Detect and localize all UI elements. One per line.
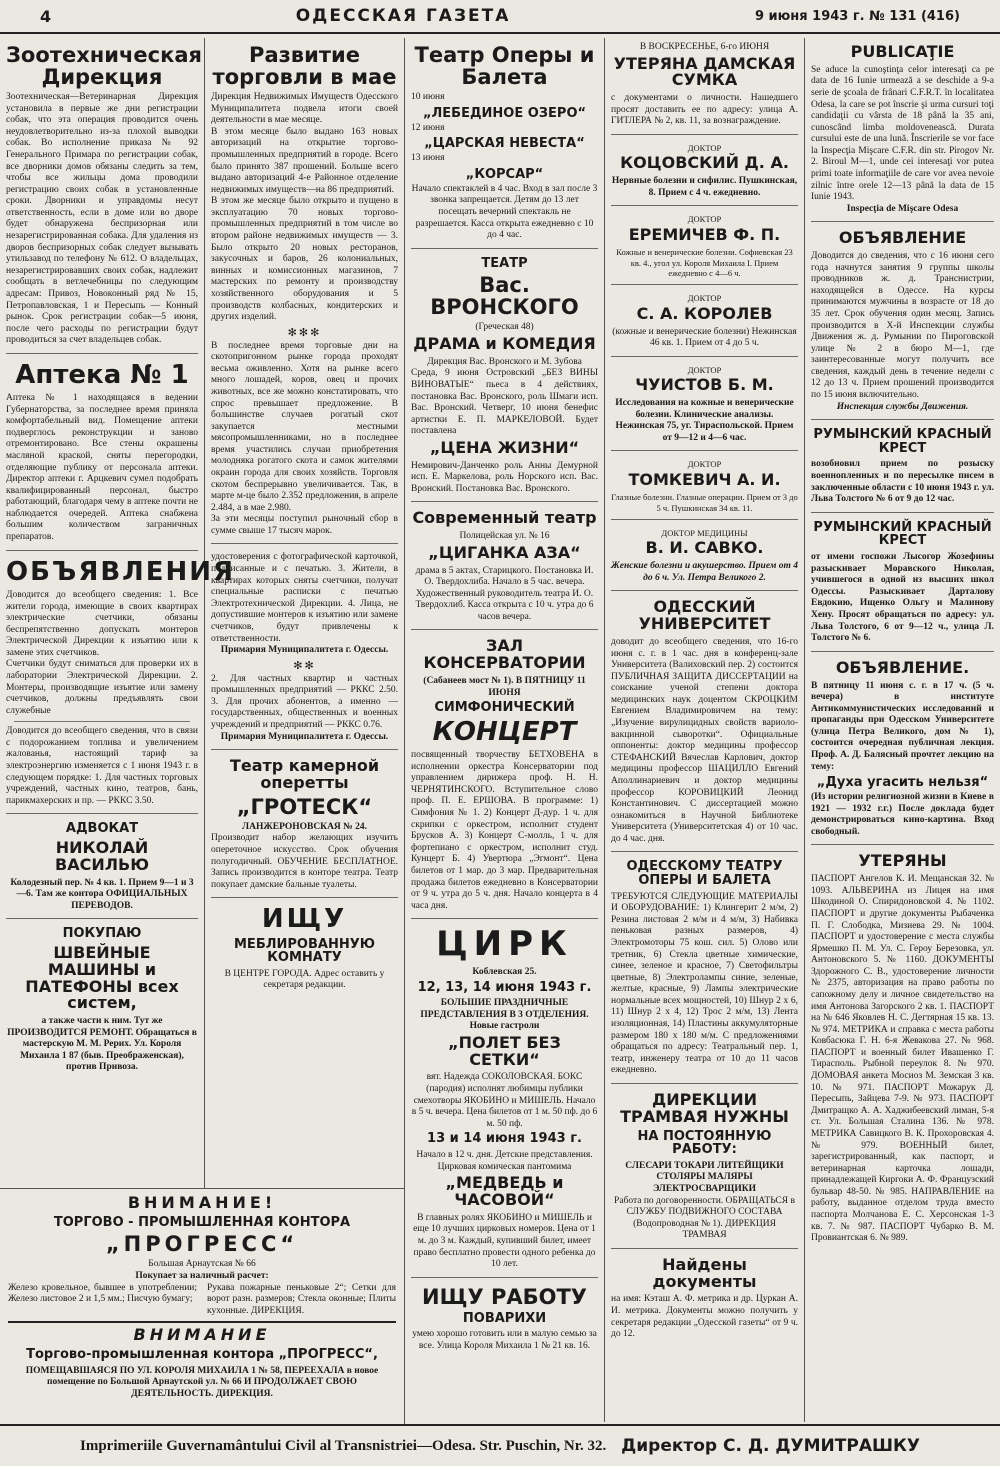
grotesk-title: „ГРОТЕСК“ xyxy=(236,794,373,819)
shveinye-ad xyxy=(6,927,198,1080)
kocovsky-name: КОЦОВСКИЙ Д. А. xyxy=(620,153,789,173)
univ-ad xyxy=(611,599,798,852)
opera-need-title: ОДЕССКОМУ ТЕАТРУ ОПЕРЫ И БАЛЕТА xyxy=(626,859,783,889)
rkk2-text: от имени госпожи Лысогор Жозефины разыскивает Моравского Николая, учившегося в одной из высших школ Одессы. Разыскивает Дарталову Евдокию, Ищенко Ольгу и Малинову Хену. Просят обращаться по адресу: ул. Льва Толстого, 6 от 9—12 ч., улица Л. Толстого № 6. xyxy=(811,552,994,644)
ob2-text-2: (Из истории религиозной жизни в Киеве в 1921 — 1932 г.г.) После доклада будет демонстрироваться кино-картина. Вход свободный. xyxy=(811,792,994,837)
shveinye-text: а также части к ним. Тут же ПРОИЗВОДИТСЯ РЕМОНТ. Обращаться в мастерскую М. М. Рерих. Ул. Короля Михаила 1 87 (быв. Преображенская), против Привоза. xyxy=(7,1016,197,1073)
vronsky-ad xyxy=(411,257,598,503)
obyav-title: ОБЪЯВЛЕНИЯ xyxy=(6,556,236,587)
zoo-text: Зоотехническая—Ветеринарная Дирекция установила в первые же дни регистрации собак, что эта операция проводится очень неудовлетворительно из-за плохой выводки собак. Во исполнение приказа № 92 Генерального Примара по регистрации собак, все дворники домов обязаны следить за тем, чтобы все жильцы дома проводили регистрацию своих собак в установленные сроки. Дворники и управдомы несут ответственность, если в доме или во дворе будет обнаружена беспризорная или незарегистрированная собака. Для удаления из дворов беспризорных собак следует вызывать утильзавод по телефону № 612. О владельцах, незарегистрировавших своих собак, надлежит сообщать в ветлечебницы по следующим адресам: Привоз, Новоконный ряд № 15, Петропавловская, 1 и Пересыпь — Конный рынок. Срок регистрации собак—5 июня, после чего расходы по регистрации будут проводиться за счет владельцев собак. xyxy=(6,92,198,346)
progress2-title: Торгово-промышленная контора „ПРОГРЕСС“, xyxy=(26,1347,378,1363)
uteryany-section xyxy=(811,853,994,1250)
pokupayu-label: ПОКУПАЮ xyxy=(62,926,142,942)
rkk1-ad xyxy=(811,428,994,513)
chuistov-text: Исследования на кожные и венерические болезни. Клинические анализы. Нежинская 75, уг. Тираспольской. Прием от 9—12 и 4—6 час. xyxy=(615,397,794,443)
opera-play-10: „ЛЕБЕДИНОЕ ОЗЕРО“ xyxy=(422,105,587,121)
primaria-sign: Примария Муниципалитета г. Одессы. xyxy=(220,645,389,656)
sumka-head: В ВОСКРЕСЕНЬЕ, 6-го ИЮНЯ xyxy=(639,42,770,52)
ob1-ad xyxy=(811,230,994,420)
obyav-text-a: Доводится до всеобщего сведения: 1. Все жители города, имеющие в своих квартирах электрические счетчики, обязаны беспрепятственно допускать монтеров Электрической Дирекции к изъятию или к замене этих счетчиков. xyxy=(6,589,198,658)
cirk-play: „ПОЛЕТ БЕЗ СЕТКИ“ xyxy=(448,1032,561,1069)
torg-text-a: Дирекция Недвижимых Имуществ Одесского Муниципалитета подвела итоги своей деятельности в мае месяце. xyxy=(211,92,398,126)
naid-ad xyxy=(611,1254,798,1347)
tram-ad xyxy=(611,1089,798,1249)
torg-text-e: За эти месяцы поступил рыночный сбор в сумме свыше 17 тысяч марок. xyxy=(211,514,398,536)
cirk-play-2: „МЕДВЕДЬ и ЧАСОВОЙ“ xyxy=(445,1173,564,1209)
sovr-addr: Полицейская ул. № 16 xyxy=(459,531,550,542)
povarikhi-title: ПОВАРИХИ xyxy=(462,1310,547,1326)
stars-divider: ✻✻ xyxy=(293,658,316,672)
advokat-ad xyxy=(6,822,198,919)
progress-pokupaet: Покупает за наличный расчет: xyxy=(135,1271,269,1282)
rkk2-title: РУМЫНСКИЙ КРАСНЫЙ КРЕСТ xyxy=(813,519,992,549)
sumka-title: УТЕРЯНА ДАМСКАЯ СУМКА xyxy=(613,53,796,90)
sovr-title: Современный театр xyxy=(412,508,597,528)
opera-play-13: „КОРСАР“ xyxy=(465,166,544,182)
grotesk-ad xyxy=(211,758,398,898)
obyav-cont-text: удостоверения с фотографической карточкой, подписанные и с печатью. 3. Жители, в квартирах которых сняты счетчики, получат специальные расписки с печатью Электротехнической Дирекции. 4. Лица, не допустившие монтеров к изъятию или замене счетчиков, будут привлечены к ответственности. xyxy=(211,552,398,644)
chuistov-name: ЧУИСТОВ Б. М. xyxy=(635,375,774,395)
cirk-dates: 12, 13, 14 июня 1943 г. xyxy=(417,979,592,995)
doctor-label: ДОКТОР xyxy=(687,214,722,225)
vron-addr: (Греческая 48) xyxy=(475,322,534,333)
zoo-title: Зоотехническая Дирекция xyxy=(6,43,202,90)
ob2-title: ОБЪЯВЛЕНИЕ. xyxy=(835,657,970,677)
progress2-vnimanie: ВНИМАНИЕ xyxy=(133,1325,271,1345)
tomkevich-text: Глазные болезни. Глазные операции. Прием от 3 до 5 ч. Пушкинская 34 кв. 11. xyxy=(611,492,798,513)
komnata-title: МЕБЛИРОВАННУЮ КОМНАТУ xyxy=(234,936,375,966)
korolev-name: С. А. КОРОЛЕВ xyxy=(636,303,773,323)
apteka-title: Аптека № 1 xyxy=(15,359,189,390)
cirk-text: БОЛЬШИЕ ПРАЗДНИЧНЫЕ ПРЕДСТАВЛЕНИЯ В 3 ОТДЕЛЕНИЯ. Новые гастроли xyxy=(420,998,589,1032)
progress-items-left: Железо кровельное, бывшее в употреблении; Железо листовое 2 и 1,5 мм.; Писчую бумагу; xyxy=(8,1282,197,1305)
doctor-label: ДОКТОР xyxy=(687,459,722,470)
sovr-play: „ЦИГАНКА АЗА“ xyxy=(428,542,581,562)
issue-date: 9 июня 1943 г. № 131 (416) xyxy=(754,8,960,24)
univ-text: доводит до всеобщего сведения, что 16-го июня с. г. в 1 час. дня в конференц-зале Университета (Валиховский пер. 2) состоится ПУБЛИЧНАЯ ЗАЩИТА ДИССЕРТАЦИИ на соискание ученой степени доктора медицинских наук доцентом СКРОЦКИМ Евгением Владимировичем на тему: „Изучение вирулицидных свойств вариоло-вакцинной сыворотки“. Официальные оппоненты: доктор медицины профессор СТЕФАНСКИЙ Вячеслав Карлович, доктор медицины профессор ШАЦИЛЛО Евгений Аполлинариевич и доктор медицины профессор КОРОВИЦКИЙ Леонид Константинович. С диссертацией можно ознакомиться в Научной Библиотеке Университета (Университетская 4) от 10 час. до 4 час. дня. xyxy=(611,637,798,844)
obyav-text-c: Доводится до всеобщего сведения, что в связи с подорожанием топлива и увеличением жалованья, настоящий тариф за электроэнергию изменяется с 1 июня 1943 г. в следующем порядке: 1. Для частных торговых учреждений, частных кино, театров, бань, парикмахерских и пр. — РККС 3.50. xyxy=(6,726,198,806)
cirk-dates-2: 13 и 14 июня 1943 г. xyxy=(427,1131,582,1147)
column-4 xyxy=(605,38,805,1422)
koncert-title: КОНЦЕРТ xyxy=(432,716,577,747)
univ-title: ОДЕССКИЙ УНИВЕРСИТЕТ xyxy=(638,597,771,634)
ishchu-rab-title: ИЩУ РАБОТУ xyxy=(422,1284,587,1309)
vron-title: Вас. ВРОНСКОГО xyxy=(430,273,579,320)
opera-need-text: ТРЕБУЮТСЯ СЛЕДУЮЩИЕ МАТЕРИАЛЫ И ОБОРУДОВАНИЕ: 1) Клингерит 2 м/м, 2) Резина листовая 2 м/м и 4 м/м, 3) Набивка пеньковая разных размеров, 4) Электромоторы 75 кош. сил. 5) Олово или третник, 6) Стекла цветные химические, синее, зеленое и красное, 7) Светофильтры цветные, 8) Электролампы синие, зеленые, желтые, красные, 9) Лампы электрические нормальные всех мощностей, 10) Шнур 2 х 6, 11) Шнур 2 х 4, 12) Трос 2 м/м, 13) Лента изоляционная, 14) Пластины аккумуляторные размером 180 х 180 м/м. С предложениями обращаться по адресу: Театральный пер. 1, театр, инженеру театра от 10 до 11 часов ежедневно. xyxy=(611,891,798,1076)
opera-date-13: 13 июня xyxy=(411,153,445,164)
savko-text: Женские болезни и акушерство. Прием от 4 до 6 ч. Ул. Петра Великого 2. xyxy=(611,561,798,583)
opera-date-10: 10 июня xyxy=(411,92,445,103)
pub-title: PUBLICAŢIE xyxy=(850,42,955,61)
torg-title: Развитие торговли в мае xyxy=(212,43,397,90)
cirk-text-3: Начало в 12 ч. дня. Детские представления. Цирковая комическая пантомима xyxy=(416,1150,593,1172)
tram-title: ДИРЕКЦИИ ТРАМВАЯ НУЖНЫ xyxy=(620,1089,789,1126)
tomkevich-ad xyxy=(611,459,798,520)
cirk-title: ЦИРК xyxy=(436,924,573,965)
doctor-label: ДОКТОР xyxy=(687,293,722,304)
vron-dir: Дирекция Вас. Вронского и М. Зубова xyxy=(427,356,582,367)
progress-kontora: ТОРГОВО - ПРОМЫШЛЕННАЯ КОНТОРА xyxy=(53,1214,351,1230)
chuistov-ad xyxy=(611,365,798,451)
cirk-text-2: вят. Надежда СОКОЛОВСКАЯ. БОКС (пародия) исполнят любимцы публики смехотворы ЯКОБИНО и МИШЕЛЬ. Начало в 5 ч. вечера. Цена билетов от 1 м. 50 пф. до 6 м. 50 пф. xyxy=(411,1072,598,1129)
cirk-text-4: В главных ролях ЯКОБИНО и МИШЕЛЬ и еще 10 лучших цирковых номеров. Цена от 1 м. до 3 м. Каждый, купивший билет, имеет право бесплатно провести одного ребенка до 10 лет. xyxy=(413,1212,596,1270)
rkk1-text: возобновил прием по розыску военнопленных и по пересылке писем в заключенные области с 10 июня 1943 г. ул. Льва Толстого № 6 от 9 до 12 час. xyxy=(811,459,994,505)
naid-text: на имя: Кэташ А. Ф. метрика и др. Цуркан А. И. метрика. Документы можно получить у секретаря редакции „Одесской газеты“ от 9 ч. до 12. xyxy=(611,1294,798,1340)
naid-title: Найдены документы xyxy=(652,1254,757,1291)
pub-text: Se aduce la cunoştinţa celor interesaţi ca pe data de 16 Iunie urmează a se deschide a 9-a serie de şcoala de frânari C.F.R.T. în localitatea Odesa, la care se pot înscrie şi urma cursuri toţi candidaţii cu vârsta de 18 până la 35 ani, cunoscând limba moldovenească. Durata cursului este de una lună. Înscrierile se vor face la Inspecţia Mişcare C.F.R. din str. Pirogov Nr. 2. Biroul M—1, unde cei interesaţi vor putea primi toate informaţiile de care vor avea nevoie zilnic între orele 12—13 până la data de 15 Iunie 1943. xyxy=(811,64,994,203)
footer xyxy=(0,1424,1000,1466)
column-5 xyxy=(805,38,1000,1422)
sovr-text: драма в 5 актах, Старицкого. Постановка И. О. Твердохлиба. Начало в 5 час. вечера. Художественный руководитель театра И. О. Твердохлиб. Касса открыта с 10 ч. утра до 6 часов вечера. xyxy=(415,565,594,622)
apteka-article xyxy=(6,359,198,551)
opera-text: Начало спектаклей в 4 час. Вход в зал после 3 звонка запрещается. Детям до 13 лет посещать вечерний спектакль не разрешается. Касса открыта ежедневно с 10 до 4 час. xyxy=(411,183,598,241)
vron-text: Среда, 9 июня Островский „БЕЗ ВИНЫ ВИНОВАТЫЕ“ пьеса в 4 действиях, постановка Вас. Вронского, роль Шмаги исп. Вас. Вронский. Четверг, 10 июня бенефис артистки Е. П. МАРКЕЛОВОЙ. Будет поставлена xyxy=(411,368,598,437)
opera-need-ad xyxy=(611,860,798,1084)
komnata-ad xyxy=(211,906,398,998)
opera-ad xyxy=(411,44,598,249)
cirk-ad xyxy=(411,924,598,1277)
zal-text: посвященный творчеству БЕТХОВЕНА в исполнении оркестра Консерватории под управлением дирижера проф. Н. Н. ЧЕРНЯТИНСКОГО. Вступительное слово проф. П. Е. ЕРШОВА. В программе: 1) Симфония № 1. 2) Концерт Д-дур. 1 ч. для скрипки с оркестром, исполнит студент Брусков А. 3) Концерт С-молль, 1 ч. для фортепиано с оркестром, исполнит студ. Кунцерт Б. 4) Увертюра „Эгмонт“. Цена билетов от 1 мар. до 3 мар. Предварительная продажа билетов ежедневно в Консерватории от 9 ч. утра до 5 ч. дня. Начало концерта в 4 часа дня. xyxy=(411,750,598,911)
ob1-text: Доводится до сведения, что с 16 июня сего года начнутся занятия 9 группы школы проводников ж. д. Транснистрии, находящейся в Одессе. На курсы принимаются мужчины в возрасте от 18 до 35 лет. Срок обучения один месяц. Запись производится в Х-й Инспекции службы Движения ж. д. Румынии по Пироговской улице № 2 в бюро М—1, где заинтересованные могут получить все сведения, каждый день в течение недели с 12 до 13 ч. Прием прошений производится по 15 июня включительно. xyxy=(811,251,994,401)
zal-simf: СИМФОНИЧЕСКИЙ xyxy=(434,700,575,716)
obyav-continued xyxy=(211,552,398,750)
tram-sub: НА ПОСТОЯННУЮ РАБОТУ: xyxy=(637,1128,772,1158)
eremichev-name: ЕРЕМИЧЕВ Ф. П. xyxy=(628,224,781,244)
advokat-name: НИКОЛАЙ ВАСИЛЬЮ xyxy=(55,837,149,874)
eremichev-ad xyxy=(611,214,798,285)
vron-play: „ЦЕНА ЖИЗНИ“ xyxy=(429,437,580,457)
page-number: 4 xyxy=(40,6,52,26)
korolev-text: (кожные и венерические болезни) Нежинская 46 кв. 1. Прием от 4 до 5 ч. xyxy=(612,326,797,349)
progress-ads xyxy=(0,1188,405,1424)
opera-play-12: „ЦАРСКАЯ НЕВЕСТА“ xyxy=(424,136,585,152)
imprint: Imprimeriile Guvernamântului Civil al Transnistriei—Odesa. Str. Puschin, Nr. 32. xyxy=(80,1437,607,1454)
obyav-cont-text-2: 2. Для частных квартир и частных промышленных предприятий — РККС 2.50. 3. Для прочих абонентов, а именно — государственных, общественных и военных учреждений и предприятий — РККС 0.76. xyxy=(211,673,398,730)
divider xyxy=(14,721,190,722)
ishchu-rabotu-ad xyxy=(411,1286,598,1359)
progress-vnimanie: ВНИМАНИЕ! xyxy=(127,1193,277,1212)
torg-text-b: В этом месяце было выдано 163 новых авторизаций на открытие торгово-промышленных предприятий в городе. Всего было принято 387 прошений. Больше всего выдано авторизаций 4-е Районное отделение недвижимых имуществ—на 86 предприятий. xyxy=(211,126,398,195)
savko-label: ДОКТОР МЕДИЦИНЫ xyxy=(661,528,748,539)
teatr-kam-title: Театр камерной оперетты xyxy=(229,756,380,792)
obyav-article xyxy=(6,556,236,815)
opera-title: Театр Оперы и Балета xyxy=(414,43,595,90)
torg-article xyxy=(211,44,398,544)
stars-divider: ✻✻✻ xyxy=(287,325,322,339)
vron-drama: ДРАМА и КОМЕДИЯ xyxy=(413,334,596,354)
advokat-label: АДВОКАТ xyxy=(65,821,139,837)
tram-text: Работа по договоренности. ОБРАЩАТЬСЯ в СЛУЖБУ ПОДВИЖНОГО СОСТАВА (Водопроводная № 1). ДИРЕКЦИЯ ТРАМВАЯ xyxy=(614,1195,795,1241)
grotesk-text: Производит набор желающих изучить опереточное искусство. Срок обучения полугодичный. ОБУЧЕНИЕ БЕСПЛАТНОЕ. Запись производится в конторе театра. Театр покупает дамские бальные туалеты. xyxy=(211,833,398,890)
divider xyxy=(8,1321,396,1323)
ob1-title: ОБЪЯВЛЕНИЕ xyxy=(838,228,967,248)
tram-list: СЛЕСАРИ ТОКАРИ ЛИТЕЙЩИКИ СТОЛЯРЫ МАЛЯРЫ ЭЛЕКТРОСВАРЩИКИ xyxy=(625,1160,784,1194)
komnata-text: В ЦЕНТРЕ ГОРОДА. Адрес оставить у секретаря редакции. xyxy=(224,968,385,991)
sumka-ad xyxy=(611,42,798,135)
vron-text-2: Немирович-Данченко роль Анны Демурной исп. Е. Маркелова, роль Норского исп. Вас. Вронский. Постановка Вас. Вронского. xyxy=(411,460,598,494)
savko-name: В. И. САВКО. xyxy=(645,538,764,558)
masthead xyxy=(0,0,1000,34)
progress-title: „ПРОГРЕСС“ xyxy=(105,1232,299,1257)
sovr-ad xyxy=(411,510,598,630)
eremichev-text: Кожные и венерические болезни. Софиевская 23 кв. 4., угол ул. Короля Михаила I. Прием ежедневно с 4—6 ч. xyxy=(616,247,793,279)
progress-items-right: Рукава пожарные пеньковые 2“; Сетки для ворот разн. размеров; Стекла оконные; Плиты кухонные. ДИРЕКЦИЯ. xyxy=(207,1282,396,1316)
korolev-ad xyxy=(611,293,798,356)
cirk-addr: Коблевская 25. xyxy=(472,966,537,977)
obyav-text-b: Счетчики будут сниматься для проверки их в лаборатории Электрической Дирекции. 2. Монтеры, производящие изъятие или замену счетчиков, должны предъявлять свои служебные xyxy=(6,659,198,716)
kocovsky-text: Нервные болезни и сифилис. Пушкинская, 8. Прием с 4 ч. ежедневно. xyxy=(611,176,798,198)
sumka-text: с документами о личности. Нашедшего просят доставить ее по адресу: улица А. ГИТЛЕРА № 2, кв. 11, за вознаграждение. xyxy=(611,93,798,127)
shveinye-title: ШВЕЙНЫЕ МАШИНЫ и ПАТЕФОНЫ всех систем, xyxy=(25,942,179,1013)
apteka-text: Аптека № 1 находящаяся в ведении Губернаторства, за последнее время приняла комфортабельный вид. Помещение аптеки подверглось реконструкции и заново отремонтировано. Все стены окрашены масляной краской, сняты перегородки, отделяющие публику от персонала аптеки. Директор аптеки г. Арцкевич сумел подобрать квалифицированный персонал, быстро работающий, благодаря чему в аптеке почти не наблюдается очередей. Аптека снабжена большим количеством заграничных препаратов. xyxy=(6,393,198,543)
rkk1-title: РУМЫНСКИЙ КРАСНЫЙ КРЕСТ xyxy=(813,427,992,456)
rkk2-ad xyxy=(811,521,994,652)
torg-text-d: В последнее время торговые дни на скотопригонном рынке города проходят весьма оживленно. Хотя на рынке всего много лошадей, коров, овец и прочих животных, все же можно констатировать, что спрос превышает предложение. В большинстве случаев рогатый скот закупается местными мясопромышленниками, но в последнее время участились случаи приобретения молодняка рогатого скота и самок жителями окраин города для своих хозяйств. Торговля скотом беспрерывно увеличивается. Так, в марте м-це было 2.352 предложения, в апреле 2.484, а в мае 2.980. xyxy=(211,340,398,513)
publicatie-ad xyxy=(811,44,994,222)
ob2-ad xyxy=(811,657,994,846)
savko-ad xyxy=(611,528,798,591)
grotesk-addr: ЛАНЖЕРОНОВСКАЯ № 24. xyxy=(242,821,367,832)
progress-addr: Большая Арнаутская № 66 xyxy=(148,1259,256,1270)
zoo-article xyxy=(6,43,202,354)
zal-ad xyxy=(411,638,598,919)
advokat-text: Колодезный пер. № 4 кв. 1. Прием 9—1 и 3—6. Там же контора ОФИЦИАЛЬНЫХ ПЕРЕВОДОВ. xyxy=(10,877,194,911)
ob2-theme: „Духа угасить нельзя“ xyxy=(816,775,989,791)
column-3 xyxy=(405,38,605,1422)
torg-text-c: В этом же месяце было открыто и пущено в эксплуатацию 70 новых торгово-промышленных предприятий в том числе во втором районе недвижимых имуществ — 3. Было открыто 20 новых ресторанов, закусочных и баров, 26 колониальных, винных и комиссионных магазинов, 7 мастерских по ремонту и производству хозяйственного оборудования и 5 производств колбасных, кондитерских и других изделий. xyxy=(211,196,398,323)
pub-sign: Inspecţia de Mişcare Odesa xyxy=(846,203,959,214)
zal-title: ЗАЛ КОНСЕРВАТОРИИ xyxy=(423,636,586,673)
director: Директор С. Д. ДУМИТРАШКУ xyxy=(621,1436,920,1456)
primaria-sign-2: Примария Муниципалитета г. Одессы. xyxy=(220,731,389,742)
doctor-label: ДОКТОР xyxy=(687,364,722,375)
progress2-text: ПОМЕЩАВШАЯСЯ ПО УЛ. КОРОЛЯ МИХАИЛА 1 № 58, ПЕРЕЕХАЛА в новое помещение по Большой Арнаутской ул. № 66 И ПРОДОЛЖАЕТ СВОЮ ДЕЯТЕЛЬНОСТЬ. ДИРЕКЦИЯ. xyxy=(25,1365,379,1399)
doctor-label: ДОКТОР xyxy=(687,142,722,153)
zal-addr: (Сабанеев мост № 1). В ПЯТНИЦУ 11 ИЮНЯ xyxy=(423,676,586,698)
tomkevich-name: ТОМКЕВИЧ А. И. xyxy=(628,469,781,489)
ishchu-rab-text: умею хорошо готовить или в малую семью за все. Улица Короля Михаила 1 № 21 кв. 16. xyxy=(412,1329,597,1351)
ob1-sign: Инспекция службы Движения. xyxy=(836,401,969,412)
progress-items xyxy=(8,1283,396,1318)
uter-title: УТЕРЯНЫ xyxy=(858,851,947,871)
uter-text: ПАСПОРТ Ангелов К. И. Мещанская 32. № 1093. АЛЬВЕРИНА из Лицея на имя Шкодиной О. Спиридоновской 4. № 1102. ПАСПОРТ и другие документы Рыбаченка П. Г. Слободка, Мизиева 29. № 1004. ПАСПОРТ и удостоверение с места службы Ярмешко П. М. Ул. С. Героу Березовка, ул. Антоновского 5. № 1160. ДОКУМЕНТЫ Здорожного С. В., удостоверение личности № 2375, авторизация на право работы по сапожному делу и личное свидетельство на имя Антонова Загорского 2 кв. 1. ПАСПОРТ на № 646 Яковлев Н. С. Дегтярная 15 кв. 13. № 974. МЕТРИКА и справка с места работы Ковбасюка Г. Н. 6-я Жевакова 27. № 968. ПАСПОРТ и военный билет Ивашенко Г. Тирасполь. Рыбной переулок 8. № 970. ДОМОВАЯ анкета Мосиоз М. Земская 3 кв. 10. № 971. ПАСПОРТ Можарук Д. Пересыпь, Зайцева 7-9. № 973. ПАСПОРТ Дмитращко А. А. Хаджибеевский лиман, 5-я ст. Ул. Большая Сталина 136. № 978. МЕТРИКА Савицкого В. К. Прохоровская 4. № 979. ВОЕННЫЙ билет, зарегистрированный, как паспорт, и ветеринарная карточка лошади, принадлежащей Киргоки А. Ф. Французский бульвар 48-50. № 985. НАПРАВЛЕНИЕ на работу, выданное отделом труда вместо паспорта Молчанова Е. С. Херсонская 1-3 кв. 7. № 987. ПАСПОРТ Чубарко В. М. Провиантская 6. № 989. xyxy=(811,874,994,1244)
ishchu-title: ИЩУ xyxy=(261,904,348,935)
kocovsky-ad xyxy=(611,143,798,206)
newspaper-title: ОДЕССКАЯ ГАЗЕТА xyxy=(295,6,511,26)
opera-date-12: 12 июня xyxy=(411,122,445,133)
vron-label: ТЕАТР xyxy=(481,255,528,271)
ob2-text: В пятницу 11 июня с. г. в 17 ч. (5 ч. вечера) в институте Антикоммунистических исследований и пропаганды при Одесском Университете (улица Петра Великого, дом № 1), состоится очередная публичная лекция. Проф. А. Д. Балясный прочтет лекцию на тему: xyxy=(811,680,994,772)
